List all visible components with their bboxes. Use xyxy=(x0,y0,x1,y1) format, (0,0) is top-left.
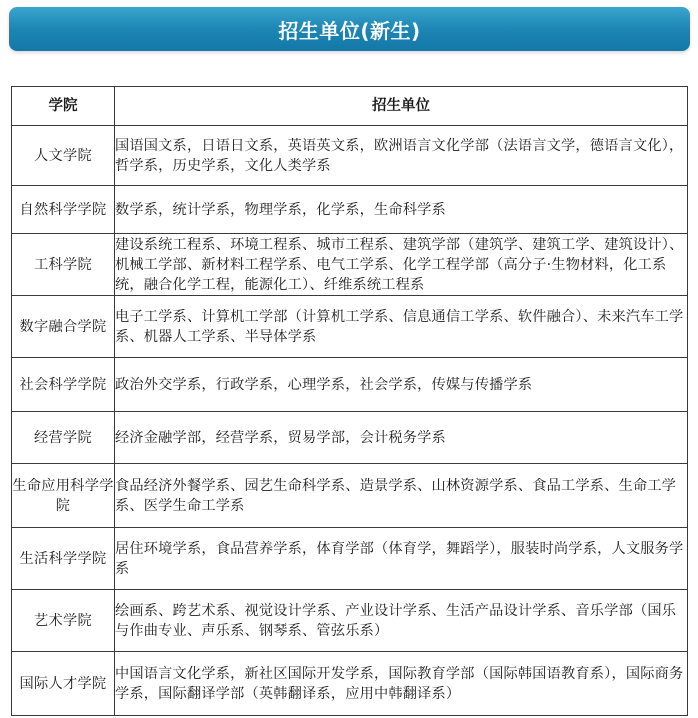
college-name: 社会科学学院 xyxy=(12,358,115,412)
college-units: 食品经济外餐学系、园艺生命科学系、造景学系、山林资源学系、食品工学系、生命工学系、医学生命工学系 xyxy=(115,464,688,528)
table-row xyxy=(12,464,688,528)
table-row xyxy=(12,186,688,234)
college-column-header: 学院 xyxy=(12,87,115,126)
table-row xyxy=(12,234,688,296)
table-header-row xyxy=(12,87,688,126)
college-name: 国际人才学院 xyxy=(12,652,115,716)
college-name: 经营学院 xyxy=(12,412,115,464)
table-row xyxy=(12,528,688,590)
college-name: 人文学院 xyxy=(12,126,115,186)
page-title: 招生单位(新生) xyxy=(278,18,421,43)
college-units: 绘画系、跨艺术系、视觉设计学系、产业设计学系、生活产品设计学系、音乐学部（国乐与作曲专业、声乐系、钢琴系、管弦乐系） xyxy=(115,590,688,652)
admission-units-table xyxy=(11,86,688,716)
college-name: 生命应用科学学院 xyxy=(12,464,115,528)
college-units: 数学系，统计学系，物理学系，化学系，生命科学系 xyxy=(115,186,688,234)
college-name: 数字融合学院 xyxy=(12,296,115,358)
table-row xyxy=(12,126,688,186)
college-units: 经济金融学部，经营学系，贸易学部，会计税务学系 xyxy=(115,412,688,464)
table-row xyxy=(12,358,688,412)
college-units: 国语国文系，日语日文系，英语英文系，欧洲语言文化学部（法语言文学，德语言文化），哲学系，历史学系，文化人类学系 xyxy=(115,126,688,186)
college-name: 生活科学学院 xyxy=(12,528,115,590)
table-row xyxy=(12,652,688,716)
college-units: 中国语言文化学系，新社区国际开发学系，国际教育学部（国际韩国语教育系），国际商务学系，国际翻译学部（英韩翻译系，应用中韩翻译系） xyxy=(115,652,688,716)
units-column-header: 招生单位 xyxy=(115,87,688,126)
college-units: 居住环境学系，食品营养学系，体育学部（体育学，舞蹈学），服装时尚学系，人文服务学系 xyxy=(115,528,688,590)
table-row xyxy=(12,296,688,358)
college-name: 艺术学院 xyxy=(12,590,115,652)
college-units: 政治外交学系，行政学系，心理学系，社会学系，传媒与传播学系 xyxy=(115,358,688,412)
college-name: 自然科学学院 xyxy=(12,186,115,234)
college-units: 电子工学系、计算机工学部（计算机工学系、信息通信工学系、软件融合）、未来汽车工学系、机器人工学系、半导体学系 xyxy=(115,296,688,358)
college-name: 工科学院 xyxy=(12,234,115,296)
title-banner xyxy=(9,7,690,51)
college-units: 建设系统工程系、环境工程系、城市工程系、建筑学部（建筑学、建筑工学、建筑设计）、机械工学部、新材料工程学系、电气工学系、化学工程学部（高分子·生物材料，化工系统，融合化学工程，能源化工）、纤维系统工程系 xyxy=(115,234,688,296)
table-row xyxy=(12,590,688,652)
table-row xyxy=(12,412,688,464)
